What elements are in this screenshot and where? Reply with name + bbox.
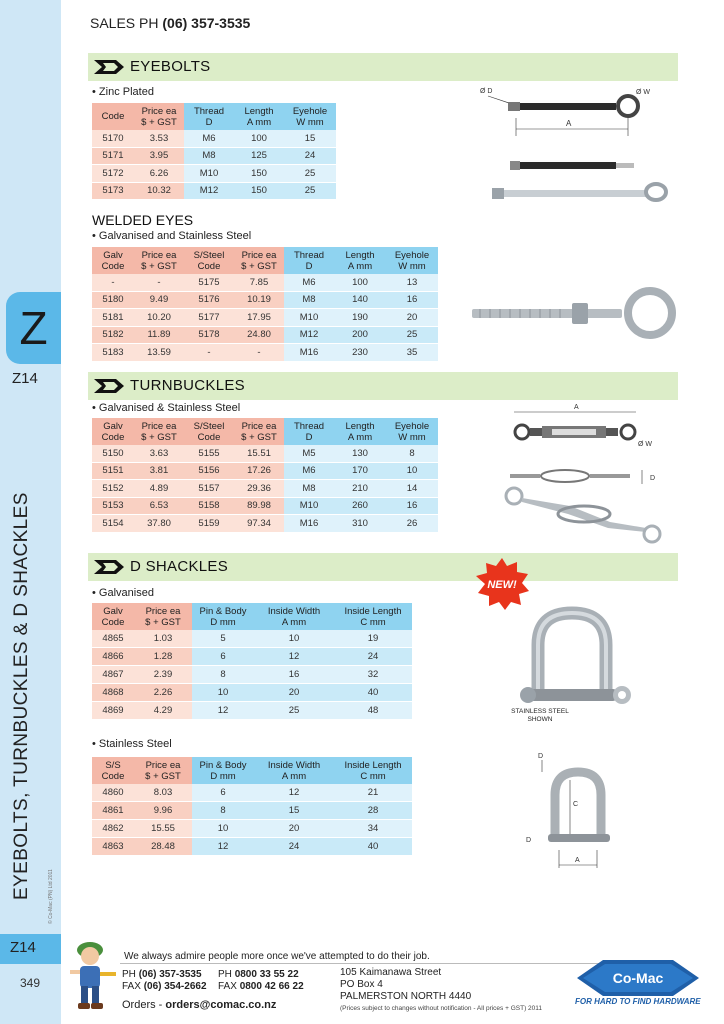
table-row	[92, 666, 412, 684]
turnbuckle-a-label: A	[574, 404, 579, 411]
table-cell: 8.03	[134, 784, 192, 802]
mascot-icon	[64, 936, 120, 1012]
section-code-bottom: Z14	[10, 939, 36, 956]
table-cell: 130	[334, 445, 386, 462]
table-cell: 8	[192, 802, 254, 820]
table-cell: 37.80	[134, 515, 184, 533]
table-cell: 12	[192, 838, 254, 856]
table-cell: 5175	[184, 274, 234, 291]
price-disclaimer: (Prices subject to changes without notification - All prices + GST) 2011	[340, 1005, 543, 1012]
table-cell: 5151	[92, 462, 134, 480]
table-cell: 5180	[92, 291, 134, 309]
table-row	[92, 684, 412, 702]
table-cell: 24.80	[234, 326, 284, 344]
table-cell: 10.32	[134, 182, 184, 200]
table-cell: 100	[234, 130, 284, 147]
table-cell: -	[234, 344, 284, 362]
table-cell: 25	[284, 182, 336, 200]
footer-contact-free	[218, 969, 304, 993]
column-header: Price ea $ + GST	[134, 418, 184, 445]
table-cell: 1.28	[134, 648, 192, 666]
table-cell: 20	[254, 820, 334, 838]
shackle-diagram-c-label: C	[573, 801, 579, 808]
turnbuckles-subtitle: • Galvanised & Stainless Steel	[92, 402, 241, 414]
turnbuckles-table	[92, 418, 438, 533]
table-cell: 6	[192, 648, 254, 666]
welded-subtitle: • Galvanised and Stainless Steel	[92, 230, 252, 242]
column-header: Inside Length C mm	[334, 757, 412, 784]
table-cell: 12	[254, 648, 334, 666]
column-header: Inside Length C mm	[334, 603, 412, 630]
turnbuckle-diagram	[500, 400, 670, 550]
table-cell: 3.53	[134, 130, 184, 147]
column-header: Price ea $ + GST	[234, 418, 284, 445]
table-cell: 170	[334, 462, 386, 480]
table-cell: 3.63	[134, 445, 184, 462]
footer-contact-left	[122, 969, 207, 993]
column-header: S/S Code	[92, 757, 134, 784]
table-row	[92, 515, 438, 533]
welded-eye-photo	[470, 285, 680, 345]
table-cell: 5173	[92, 182, 134, 200]
table-cell: 25	[284, 165, 336, 183]
table-header-row	[92, 603, 412, 630]
column-header: Eyehole W mm	[386, 418, 438, 445]
table-cell: 40	[334, 838, 412, 856]
column-header: Length A mm	[334, 418, 386, 445]
column-header: Thread D	[184, 103, 234, 130]
table-cell: 4861	[92, 802, 134, 820]
shackle-diagram	[520, 750, 630, 875]
table-cell: 21	[334, 784, 412, 802]
table-cell: 2.39	[134, 666, 192, 684]
table-cell: 25	[254, 702, 334, 720]
table-cell: M6	[284, 274, 334, 291]
table-cell: M8	[184, 147, 234, 165]
table-cell: 97.34	[234, 515, 284, 533]
table-row	[92, 182, 336, 200]
orders-row	[122, 999, 276, 1011]
column-header: Length A mm	[234, 103, 284, 130]
table-cell: 5177	[184, 309, 234, 327]
table-cell: 7.85	[234, 274, 284, 291]
table-cell: 35	[386, 344, 438, 362]
table-cell: 5155	[184, 445, 234, 462]
table-cell: 5	[192, 630, 254, 648]
table-cell: M10	[284, 497, 334, 515]
sales-prefix: SALES PH	[90, 15, 159, 31]
table-cell: 15	[284, 130, 336, 147]
welded-eyes-title: WELDED EYES	[92, 212, 194, 228]
table-cell: 5150	[92, 445, 134, 462]
freephone-row	[218, 969, 304, 981]
column-header: Eyehole W mm	[386, 247, 438, 274]
table-cell: 10.19	[234, 291, 284, 309]
table-cell: 16	[386, 291, 438, 309]
table-cell: 150	[234, 165, 284, 183]
table-cell: 20	[386, 309, 438, 327]
table-cell: 5170	[92, 130, 134, 147]
table-cell: 14	[386, 480, 438, 498]
arrow-icon	[94, 560, 124, 574]
table-header-row	[92, 103, 336, 130]
table-row	[92, 497, 438, 515]
orders-label: Orders -	[122, 999, 163, 1011]
table-row	[92, 147, 336, 165]
welded-eyes-table	[92, 247, 438, 362]
table-cell: 4865	[92, 630, 134, 648]
photo-caption	[505, 708, 575, 724]
table-row	[92, 702, 412, 720]
column-header: Price ea $ + GST	[134, 247, 184, 274]
table-cell: 15.51	[234, 445, 284, 462]
table-cell: M12	[184, 182, 234, 200]
table-cell: 5182	[92, 326, 134, 344]
table-cell: 40	[334, 684, 412, 702]
table-cell: 24	[284, 147, 336, 165]
table-cell: 29.36	[234, 480, 284, 498]
column-header: Pin & Body D mm	[192, 757, 254, 784]
photo-caption-line-1: STAINLESS STEEL	[511, 708, 569, 715]
fax-free: 0800 42 66 22	[239, 981, 304, 992]
column-header: Inside Width A mm	[254, 757, 334, 784]
table-cell: 5152	[92, 480, 134, 498]
table-cell: 190	[334, 309, 386, 327]
table-cell: -	[134, 274, 184, 291]
table-cell: 4.29	[134, 702, 192, 720]
table-cell: 4868	[92, 684, 134, 702]
table-cell: 11.89	[134, 326, 184, 344]
fax-row	[122, 981, 207, 993]
table-row	[92, 309, 438, 327]
table-row	[92, 838, 412, 856]
section-title-turnbuckles: TURNBUCKLES	[130, 377, 245, 394]
table-cell: 9.96	[134, 802, 192, 820]
table-row	[92, 648, 412, 666]
turnbuckle-w-label: Ø W	[638, 441, 652, 448]
orders-email-link[interactable]: orders@comac.co.nz	[165, 999, 277, 1011]
table-row	[92, 274, 438, 291]
table-cell: M6	[184, 130, 234, 147]
table-cell: 26	[386, 515, 438, 533]
table-cell: 5181	[92, 309, 134, 327]
table-cell: 16	[386, 497, 438, 515]
table-cell: 140	[334, 291, 386, 309]
table-row	[92, 462, 438, 480]
column-header: Thread D	[284, 418, 334, 445]
table-cell: 100	[334, 274, 386, 291]
table-cell: 5158	[184, 497, 234, 515]
column-header: Price ea $ + GST	[134, 103, 184, 130]
table-row	[92, 820, 412, 838]
table-cell: 10	[192, 820, 254, 838]
table-cell: 4869	[92, 702, 134, 720]
table-cell: M8	[284, 291, 334, 309]
turnbuckle-d-label: D	[650, 475, 656, 482]
arrow-icon	[94, 379, 124, 393]
address-line-1: 105 Kaimanawa Street	[340, 967, 442, 978]
table-cell: 4860	[92, 784, 134, 802]
table-cell: 4867	[92, 666, 134, 684]
sidebar	[0, 0, 61, 1024]
column-header: Eyehole W mm	[284, 103, 336, 130]
section-header-d-shackles	[88, 553, 678, 581]
column-header: Pin & Body D mm	[192, 603, 254, 630]
table-cell: 6	[192, 784, 254, 802]
table-cell: 260	[334, 497, 386, 515]
table-cell: 2.26	[134, 684, 192, 702]
section-letter-tab	[6, 292, 61, 364]
column-header: Galv Code	[92, 603, 134, 630]
table-cell: 200	[334, 326, 386, 344]
table-cell: M12	[284, 326, 334, 344]
column-header: Length A mm	[334, 247, 386, 274]
address-line-2: PO Box 4	[340, 979, 383, 990]
column-header: Price ea $ + GST	[234, 247, 284, 274]
page-number: 349	[20, 976, 41, 990]
fax-local: (06) 354-2662	[143, 981, 207, 992]
table-cell: 32	[334, 666, 412, 684]
section-header-eyebolts	[88, 53, 678, 81]
table-cell: 12	[192, 702, 254, 720]
table-cell: 1.03	[134, 630, 192, 648]
footer-divider	[120, 963, 600, 964]
table-cell: 24	[334, 648, 412, 666]
phone-local: (06) 357-3535	[138, 969, 202, 980]
eyebolt-diagram	[478, 84, 678, 214]
table-cell: 3.95	[134, 147, 184, 165]
table-cell: 48	[334, 702, 412, 720]
table-cell: 3.81	[134, 462, 184, 480]
table-cell: M16	[284, 344, 334, 362]
footer-quote: We always admire people more once we've attempted to do their job.	[124, 951, 430, 962]
arrow-icon	[94, 60, 124, 74]
table-row	[92, 802, 412, 820]
phone-free: 0800 33 55 22	[234, 969, 299, 980]
table-cell: 5153	[92, 497, 134, 515]
diagram-a-label: A	[566, 119, 572, 128]
table-cell: 15	[254, 802, 334, 820]
column-header: Inside Width A mm	[254, 603, 334, 630]
column-header: Price ea $ + GST	[134, 603, 192, 630]
diagram-w-label: Ø W	[636, 89, 650, 96]
table-cell: 28.48	[134, 838, 192, 856]
ss-shackles-subtitle: • Stainless Steel	[92, 738, 172, 750]
table-cell: 25	[386, 326, 438, 344]
table-cell: 5183	[92, 344, 134, 362]
table-cell: M10	[284, 309, 334, 327]
section-title-d-shackles: D SHACKLES	[130, 558, 229, 575]
table-cell: 5156	[184, 462, 234, 480]
table-cell: 150	[234, 182, 284, 200]
table-cell: 4863	[92, 838, 134, 856]
table-cell: 10	[386, 462, 438, 480]
ph2-label: PH	[218, 969, 232, 980]
table-header-row	[92, 757, 412, 784]
table-row	[92, 445, 438, 462]
table-row	[92, 480, 438, 498]
table-cell: 28	[334, 802, 412, 820]
table-cell: 6.53	[134, 497, 184, 515]
column-header: Thread D	[284, 247, 334, 274]
section-code-top: Z14	[12, 370, 38, 387]
logo-tagline: FOR HARD TO FIND HARDWARE	[575, 997, 701, 1006]
table-cell: 310	[334, 515, 386, 533]
table-cell: 4866	[92, 648, 134, 666]
table-cell: 19	[334, 630, 412, 648]
address-line-3: PALMERSTON NORTH 4440	[340, 991, 472, 1002]
section-title-eyebolts: EYEBOLTS	[130, 58, 211, 75]
section-code-bottom-tab	[0, 934, 61, 964]
fax2-label: FAX	[218, 981, 237, 992]
new-badge	[474, 558, 530, 610]
table-cell: 15.55	[134, 820, 192, 838]
shackle-diagram-a-label: A	[575, 857, 580, 864]
table-cell: 5172	[92, 165, 134, 183]
table-row	[92, 630, 412, 648]
table-cell: 13	[386, 274, 438, 291]
photo-caption-line-2: SHOWN	[527, 716, 553, 723]
table-cell: M10	[184, 165, 234, 183]
shackle-diagram-d2-label: D	[526, 837, 532, 844]
table-cell: 125	[234, 147, 284, 165]
ph-label: PH	[122, 969, 136, 980]
table-cell: 4862	[92, 820, 134, 838]
table-cell: 9.49	[134, 291, 184, 309]
table-cell: 34	[334, 820, 412, 838]
sales-phone	[90, 15, 250, 31]
table-row	[92, 291, 438, 309]
table-cell: 5176	[184, 291, 234, 309]
shackle-diagram-d-label: D	[538, 753, 544, 760]
table-cell: 12	[254, 784, 334, 802]
eyebolts-table	[92, 103, 336, 200]
table-cell: 230	[334, 344, 386, 362]
table-cell: 10	[254, 630, 334, 648]
table-cell: 5171	[92, 147, 134, 165]
table-row	[92, 784, 412, 802]
diagram-d-label: Ø D	[480, 88, 493, 95]
table-cell: 17.95	[234, 309, 284, 327]
table-cell: 8	[192, 666, 254, 684]
galv-shackles-subtitle: • Galvanised	[92, 587, 154, 599]
fax-label: FAX	[122, 981, 141, 992]
table-row	[92, 130, 336, 147]
table-header-row	[92, 418, 438, 445]
table-cell: M6	[284, 462, 334, 480]
table-cell: -	[92, 274, 134, 291]
freefax-row	[218, 981, 304, 993]
column-header: Galv Code	[92, 418, 134, 445]
table-cell: 5157	[184, 480, 234, 498]
table-cell: 4.89	[134, 480, 184, 498]
table-row	[92, 165, 336, 183]
galv-shackles-table	[92, 603, 412, 720]
table-cell: 10	[192, 684, 254, 702]
new-badge-text: NEW!	[487, 579, 517, 591]
table-row	[92, 344, 438, 362]
vertical-section-title: EYEBOLTS, TURNBUCKLES & D SHACKLES	[11, 492, 32, 900]
table-cell: -	[184, 344, 234, 362]
column-header: S/Steel Code	[184, 247, 234, 274]
table-cell: 10.20	[134, 309, 184, 327]
table-cell: 210	[334, 480, 386, 498]
table-cell: M16	[284, 515, 334, 533]
footer-address	[340, 967, 542, 1015]
table-cell: 16	[254, 666, 334, 684]
table-header-row	[92, 247, 438, 274]
ss-shackles-table	[92, 757, 412, 856]
table-cell: 17.26	[234, 462, 284, 480]
table-row	[92, 326, 438, 344]
column-header: Galv Code	[92, 247, 134, 274]
section-header-turnbuckles	[88, 372, 678, 400]
eyebolts-subtitle: • Zinc Plated	[92, 86, 154, 98]
table-cell: 24	[254, 838, 334, 856]
table-cell: 5178	[184, 326, 234, 344]
table-cell: 5154	[92, 515, 134, 533]
table-cell: M5	[284, 445, 334, 462]
copyright-text: © Co-Mac (PN) Ltd 2011	[48, 869, 54, 924]
table-cell: M8	[284, 480, 334, 498]
shackle-photo	[510, 605, 640, 715]
table-cell: 6.26	[134, 165, 184, 183]
table-cell: 20	[254, 684, 334, 702]
table-cell: 13.59	[134, 344, 184, 362]
column-header: S/Steel Code	[184, 418, 234, 445]
sales-phone-number: (06) 357-3535	[162, 15, 251, 31]
logo-text: Co-Mac	[612, 970, 664, 986]
table-cell: 89.98	[234, 497, 284, 515]
phone-row	[122, 969, 207, 981]
column-header: Code	[92, 103, 134, 130]
section-letter: Z	[19, 302, 48, 354]
table-cell: 5159	[184, 515, 234, 533]
column-header: Price ea $ + GST	[134, 757, 192, 784]
table-cell: 8	[386, 445, 438, 462]
